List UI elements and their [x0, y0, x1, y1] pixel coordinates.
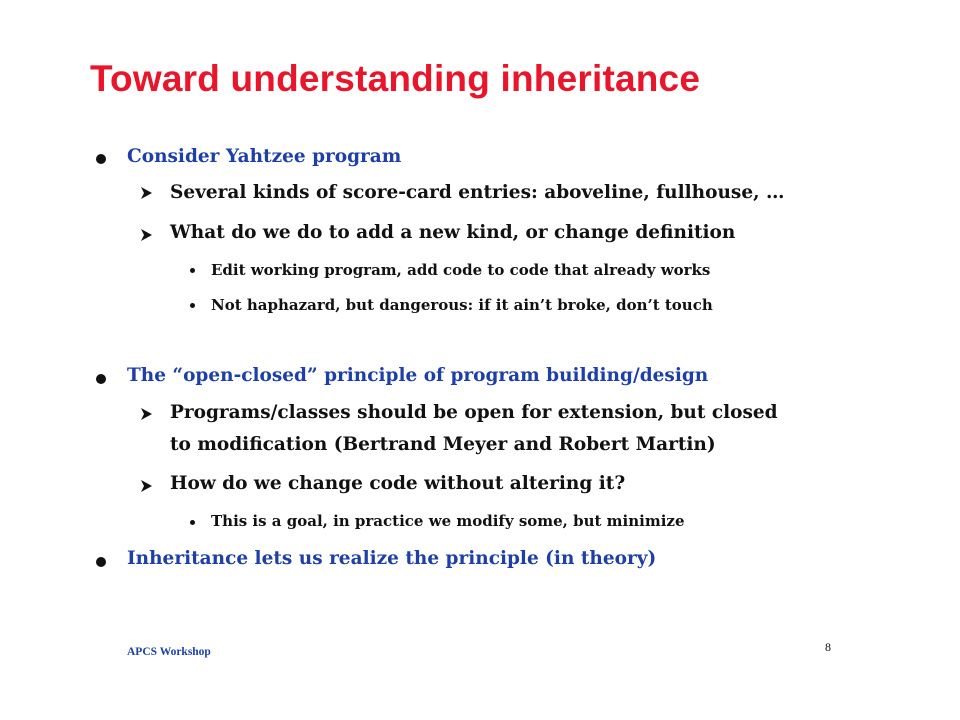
bullet-level3: Not haphazard, but dangerous: if it ain’t broke, don’t touch — [211, 296, 713, 314]
bullet-level1: Consider Yahtzee program — [127, 146, 402, 167]
bullet-level2: What do we do to add a new kind, or change definition — [170, 222, 736, 243]
bullet-dot-icon — [96, 557, 106, 567]
bullet-level3: This is a goal, in practice we modify some, but minimize — [211, 512, 685, 530]
bullet-dot-icon — [96, 154, 106, 164]
slide-title: Toward understanding inheritance — [90, 58, 701, 99]
arrow-bullet-icon — [141, 187, 152, 199]
bullet-level2: How do we change code without altering it? — [170, 473, 626, 494]
arrow-bullet-icon — [141, 480, 152, 492]
footer-text: APCS Workshop — [127, 646, 211, 658]
arrow-bullet-icon — [141, 229, 152, 241]
bullet-dot-icon — [96, 374, 106, 384]
bullet-small-icon — [190, 303, 195, 308]
bullet-small-icon — [190, 520, 195, 525]
bullet-level2: Several kinds of score-card entries: aboveline, fullhouse, … — [170, 182, 785, 203]
arrow-bullet-icon — [141, 408, 152, 420]
bullet-level3: Edit working program, add code to code that already works — [211, 261, 711, 279]
bullet-level2-continued: to modification (Bertrand Meyer and Robert Martin) — [170, 434, 716, 455]
page-number: 8 — [825, 640, 831, 654]
bullet-small-icon — [190, 268, 195, 273]
bullet-level2: Programs/classes should be open for extension, but closed — [170, 402, 778, 423]
bullet-level1: The “open-closed” principle of program building/design — [127, 365, 709, 386]
bullet-level1: Inheritance lets us realize the principle (in theory) — [127, 548, 657, 569]
